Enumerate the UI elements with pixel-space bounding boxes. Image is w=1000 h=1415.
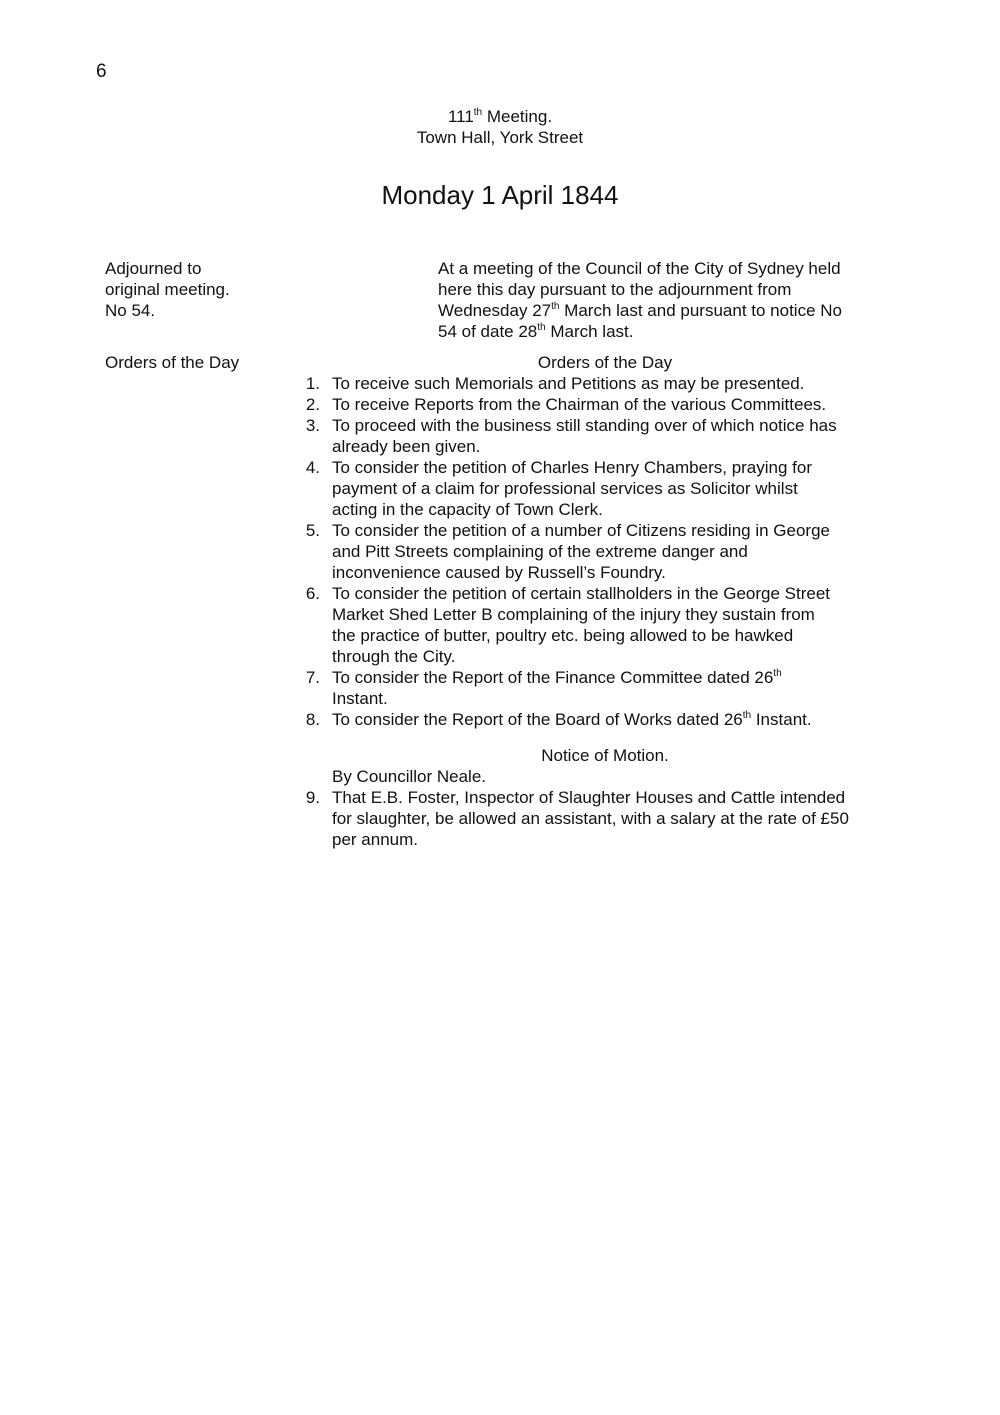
item-line: That E.B. Foster, Inspector of Slaughter Houses and Cattle intended — [332, 788, 846, 807]
list-item — [300, 373, 900, 394]
item-number: 2. — [305, 395, 320, 414]
intro-line: here this day pursuant to the adjournment from — [438, 280, 792, 299]
intro-line — [438, 300, 888, 321]
list-item — [300, 520, 900, 583]
item-line: To receive such Memorials and Petitions as may be presented. — [332, 374, 805, 393]
item-line — [332, 667, 900, 688]
intro-line — [438, 321, 888, 342]
intro-paragraph — [438, 258, 888, 342]
meeting-number-line — [0, 106, 1000, 127]
meeting-location: Town Hall, York Street — [416, 128, 584, 147]
item-line: To consider the petition of a number of Citizens residing in George — [332, 521, 830, 540]
item-line: acting in the capacity of Town Clerk. — [332, 500, 603, 519]
list-item — [300, 457, 900, 520]
item-number: 8. — [305, 710, 320, 729]
item-line: through the City. — [332, 647, 456, 666]
item-line: per annum. — [332, 830, 418, 849]
item-line: the practice of butter, poultry etc. being allowed to be hawked — [332, 626, 794, 645]
meeting-number-suffix: th — [473, 107, 483, 118]
item-line: payment of a claim for professional services as Solicitor whilst — [332, 479, 798, 498]
item-number: 5. — [305, 521, 320, 540]
list-item — [300, 415, 900, 457]
intro-text: Wednesday 27 — [438, 301, 552, 320]
item-line: To proceed with the business still standing over of which notice has — [332, 416, 837, 435]
list-item — [300, 787, 900, 850]
meeting-word: Meeting. — [482, 107, 553, 126]
item-text: Instant. — [751, 710, 812, 729]
notice-list — [300, 787, 900, 850]
page-number: 6 — [96, 61, 107, 82]
notice-heading: Notice of Motion. — [541, 746, 669, 765]
intro-line: At a meeting of the Council of the City of Sydney held — [438, 259, 841, 278]
item-line: and Pitt Streets complaining of the extreme danger and — [332, 542, 748, 561]
intro-text: March last. — [545, 322, 634, 341]
date-title: Monday 1 April 1844 — [381, 180, 619, 210]
meeting-header — [0, 106, 1000, 148]
meeting-number: 111 — [447, 107, 474, 126]
item-number: 9. — [305, 788, 320, 807]
item-line: inconvenience caused by Russell’s Foundry. — [332, 563, 666, 582]
ordinal-suffix: th — [773, 668, 782, 679]
orders-heading: Orders of the Day — [537, 353, 673, 372]
intro-text: 54 of date 28 — [438, 322, 538, 341]
item-number: 4. — [305, 458, 320, 477]
item-number: 6. — [305, 584, 320, 603]
margin-note-line: Orders of the Day — [105, 353, 240, 372]
margin-note-line: original meeting. — [105, 280, 230, 299]
item-number: 7. — [305, 668, 320, 687]
orders-list — [300, 373, 900, 730]
list-item — [300, 394, 900, 415]
list-item — [300, 667, 900, 709]
intro-text: March last and pursuant to notice No — [559, 301, 842, 320]
item-text: To consider the Report of the Finance Committee dated 26 — [332, 668, 774, 687]
notice-by: By Councillor Neale. — [332, 767, 487, 786]
item-line: To consider the petition of certain stallholders in the George Street — [332, 584, 831, 603]
ordinal-suffix: th — [537, 322, 546, 333]
item-line: To consider the petition of Charles Henry Chambers, praying for — [332, 458, 813, 477]
item-text: To consider the Report of the Board of Works dated 26 — [332, 710, 743, 729]
margin-note-line: Adjourned to — [105, 259, 202, 278]
item-line: Instant. — [332, 689, 388, 708]
margin-note-adjourned — [105, 258, 305, 321]
item-line: To receive Reports from the Chairman of the various Committees. — [332, 395, 827, 414]
ordinal-suffix: th — [742, 710, 752, 721]
margin-note-line: No 54. — [105, 301, 156, 320]
item-line: Market Shed Letter B complaining of the injury they sustain from — [332, 605, 815, 624]
item-line: for slaughter, be allowed an assistant, with a salary at the rate of £50 — [332, 809, 849, 828]
list-item — [300, 709, 900, 730]
margin-note-orders — [105, 352, 305, 373]
list-item — [300, 583, 900, 667]
item-number: 3. — [305, 416, 320, 435]
item-line: already been given. — [332, 437, 481, 456]
item-line — [332, 709, 900, 730]
ordinal-suffix: th — [551, 301, 560, 312]
item-number: 1. — [305, 374, 320, 393]
